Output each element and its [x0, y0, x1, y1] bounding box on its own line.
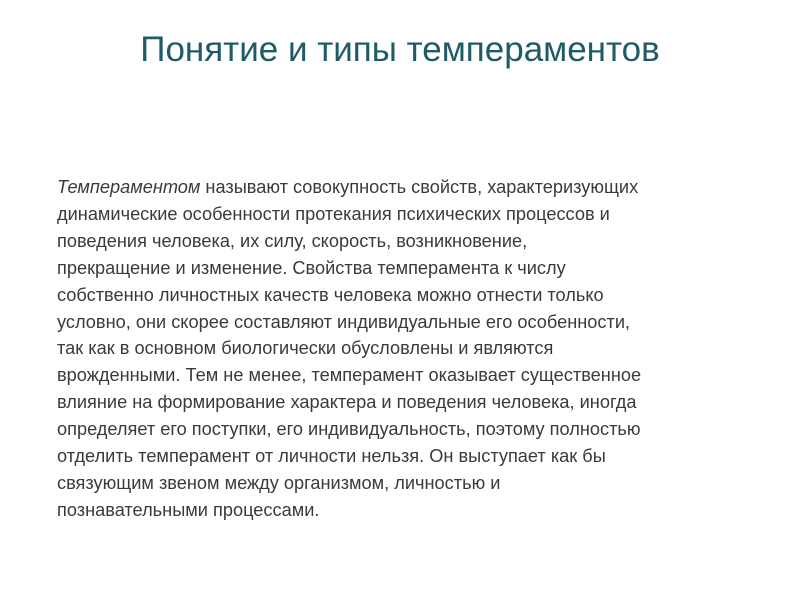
body-line-text: называют совокупность свойств, характеризующих: [200, 177, 639, 197]
body-line: влияние на формирование характера и поведения человека, иногда: [57, 392, 637, 413]
body-line: поведения человека, их силу, скорость, возникновение,: [57, 230, 528, 251]
body-line: динамические особенности протекания психических процессов и: [57, 203, 610, 224]
body-line: отделить темперамент от личности нельзя. Он выступает как бы: [57, 446, 606, 467]
slide-title: Понятие и типы темпераментов: [140, 30, 660, 69]
body-line: условно, они скорее составляют индивидуальные его особенности,: [57, 311, 631, 332]
body-line: [57, 174, 757, 201]
body-line: познавательными процессами.: [57, 499, 320, 520]
body-line: собственно личностных качеств человека можно отнести только: [57, 284, 604, 305]
defined-term: Темпераментом: [57, 177, 201, 197]
body-line: связующим звеном между организмом, личностью и: [57, 472, 501, 493]
body-line: так как в основном биологически обусловлены и являются: [57, 338, 554, 359]
body-line: прекращение и изменение. Свойства темперамента к числу: [57, 257, 566, 278]
body-line: врожденными. Тем не менее, темперамент оказывает существенное: [57, 365, 642, 386]
body-line: определяет его поступки, его индивидуальность, поэтому полностью: [57, 419, 641, 440]
slide-body-text: [57, 174, 757, 524]
